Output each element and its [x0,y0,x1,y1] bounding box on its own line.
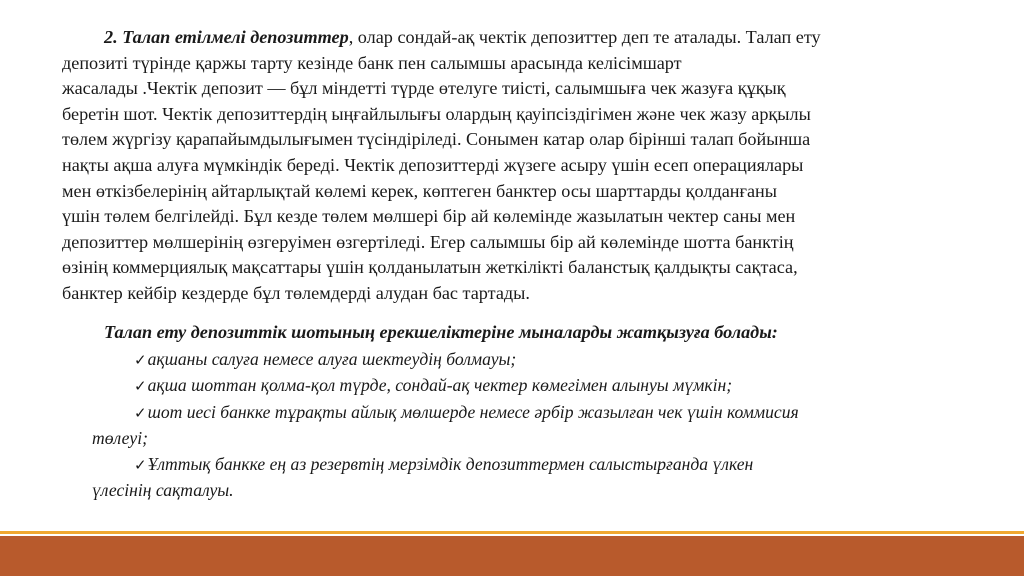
paragraph-line: төлем жүргізу қарапайымдылығымен түсіндіріледі. Сонымен катар олар бірінші талап бойынша [62,129,811,150]
paragraph-line: жасалады .Чектік депозит — бұл міндетті түрде өтелуге тиісті, салымшыға чек жазуға құқық [62,78,786,99]
check-mark-icon: ✓ [134,455,147,474]
check-mark-icon: ✓ [134,403,147,422]
paragraph-lead-term: 2. Талап етілмелі депозиттер [104,27,349,47]
list-item [92,373,972,399]
paragraph-line: үшін төлем белгілейді. Бұл кезде төлем мөлшері бір ай көлемінде жазылатын чектер саны мен [62,206,796,227]
paragraph-line: депозиті түрінде қаржы тарту кезінде банк пен салымшы арасында келісімшарт [62,52,682,73]
paragraph-line: депозиттер мөлшерінің өзгеруімен өзгертіледі. Егер салымшы бір ай көлемінде шотта банктің [62,231,794,252]
paragraph-line: беретін шот. Чектік депозиттердің ыңғайлылығы олардың қауіпсіздігімен және чек жазу арқылы [62,103,811,124]
check-mark-icon: ✓ [134,351,147,369]
list-item-text: ақшаны салуға немесе алуға шектеудің болмауы; [147,349,517,369]
list-item [92,452,972,504]
features-list [92,347,972,503]
check-mark-icon: ✓ [134,377,147,396]
list-item-text: ақша шоттан қолма-қол түрде, сондай-ақ чектер көмегімен алынуы мүмкін; [147,375,733,396]
paragraph-line: өзінің коммерциялық мақсаттары үшін қолданылатын жеткілікті баланстық қалдықты сақтаса, [62,257,798,278]
paragraph-line: банктер кейбір кездерде бұл төлемдерді алудан бас тартады. [62,282,530,303]
list-item-text-continued: төлеуі; [92,428,148,449]
list-heading: Талап ету депозиттік шотының ерекшеліктеріне мыналарды жатқызуға болады: [104,322,778,342]
footer-accent-line [0,531,1024,534]
paragraph-line: мен өткізбелерінің айтарлықтай көлемі керек, көптеген банктер осы шарттарды қолданғаны [62,180,777,201]
paragraph-line-text: , олар сондай-ақ чектік депозиттер деп те аталады. Талап ету [348,27,821,47]
list-item [92,400,972,452]
paragraph-line [62,25,962,51]
list-item-text: Ұлттық банкке ең аз резервтің мерзімдік депозиттермен салыстырғанда үлкен [147,453,754,474]
list-item [92,347,972,373]
paragraph-line: нақты ақша алуға мүмкіндік береді. Чектік депозиттерді жүзеге асыру үшін есеп операциялары [62,154,804,175]
list-item-text: шот иесі банкке тұрақты айлық мөлшерде немесе әрбір жазылған чек үшін коммисия [147,401,799,422]
list-item-text-continued: үлесінің сақталуы. [92,480,234,501]
main-paragraph [62,25,962,307]
footer-bar [0,536,1024,576]
